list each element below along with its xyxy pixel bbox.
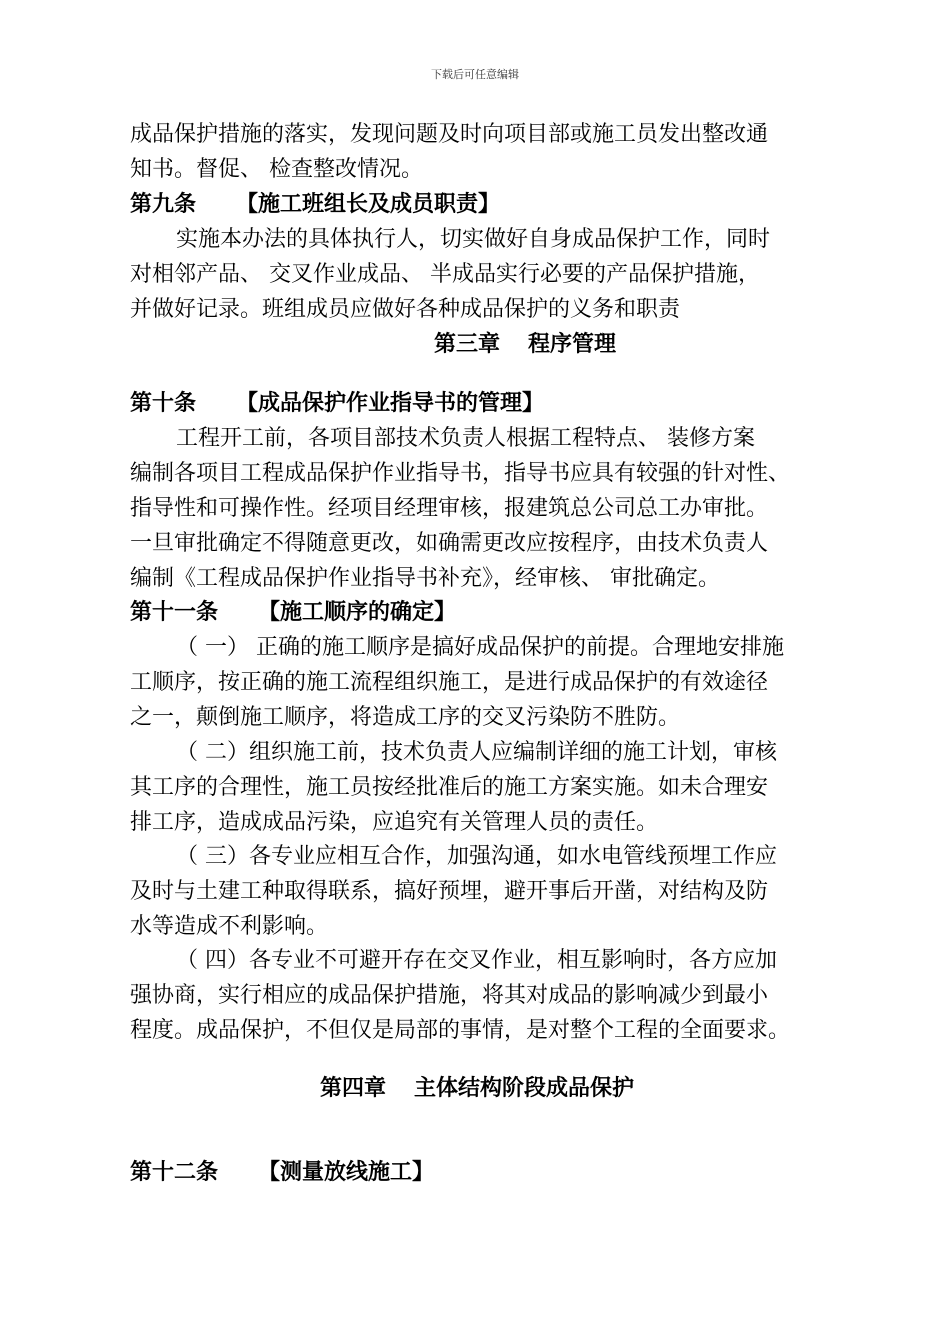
paragraph-line: 对相邻产品、 交叉作业成品、 半成品实行必要的产品保护措施， (130, 262, 760, 287)
article-12-heading (130, 1160, 434, 1186)
paragraph-line: 之一，颠倒施工顺序，将造成工序的交叉污染防不胜防。 (130, 705, 681, 730)
article-10-heading (130, 391, 544, 417)
article-title: 【成品保护作业指导书的管理】 (236, 391, 545, 416)
chapter-title: 程序管理 (528, 332, 617, 357)
paragraph-line: （ 三）各专业应相互合作，加强沟通，如水电管线预埋工作应 (176, 844, 777, 869)
paragraph-line: 编制各项目工程成品保护作业指导书，指导书应具有较强的针对性、 (130, 461, 791, 486)
chapter-title: 主体结构阶段成品保护 (414, 1076, 635, 1101)
paragraph-line: 排工序，造成成品污染，应追究有关管理人员的责任。 (130, 810, 659, 835)
article-number: 第十一条 (130, 600, 219, 625)
paragraph-line: 成品保护措施的落实，发现问题及时向项目部或施工员发出整改通 (130, 122, 769, 147)
paragraph-line: 工顺序，按正确的施工流程组织施工，是进行成品保护的有效途径 (130, 670, 769, 695)
paragraph-line: （ 四）各专业不可避开存在交叉作业，相互影响时，各方应加 (176, 948, 777, 973)
paragraph-line: 水等造成不利影响。 (130, 914, 329, 939)
paragraph-line: 编制《工程成品保护作业指导书补充》，经审核、 审批确定。 (130, 566, 720, 591)
paragraph-line: 其工序的合理性，施工员按经批准后的施工方案实施。如未合理安 (130, 775, 769, 800)
chapter-number: 第四章 (320, 1076, 387, 1101)
article-11-heading (130, 600, 456, 626)
paragraph-line: （ 二）组织施工前，技术负责人应编制详细的施工计划，审核 (176, 740, 777, 765)
paragraph-line: 指导性和可操作性。经项目经理审核，报建筑总公司总工办审批。 (130, 496, 769, 521)
article-number: 第九条 (130, 192, 197, 217)
paragraph-line: 程度。成品保护，不但仅是局部的事情，是对整个工程的全面要求。 (130, 1018, 791, 1043)
paragraph-line: 实施本办法的具体执行人，切实做好自身成品保护工作，同时 (176, 227, 771, 252)
article-number: 第十二条 (130, 1160, 219, 1185)
article-title: 【施工班组长及成员职责】 (236, 192, 501, 217)
header-note: 下载后可任意编辑 (431, 68, 519, 81)
paragraph-line: 及时与土建工种取得联系，搞好预埋，避开事后开凿，对结构及防 (130, 879, 769, 904)
paragraph-line: 强协商，实行相应的成品保护措施，将其对成品的影响减少到最小 (130, 983, 769, 1008)
article-number: 第十条 (130, 391, 197, 416)
paragraph-line: 工程开工前，各项目部技术负责人根据工程特点、 装修方案 (176, 426, 755, 451)
article-title: 【测量放线施工】 (258, 1160, 435, 1185)
paragraph-line: 并做好记录。班组成员应做好各种成品保护的义务和职责 (130, 297, 681, 322)
chapter-number: 第三章 (434, 332, 501, 357)
paragraph-line: 知书。督促、 检查整改情况。 (130, 157, 423, 182)
chapter-3-heading (434, 332, 616, 358)
paragraph-line: （ 一） 正确的施工顺序是搞好成品保护的前提。合理地安排施 (176, 635, 784, 660)
article-9-heading (130, 192, 500, 218)
paragraph-line: 一旦审批确定不得随意更改，如确需更改应按程序，由技术负责人 (130, 531, 769, 556)
chapter-4-heading (320, 1076, 634, 1102)
article-title: 【施工顺序的确定】 (258, 600, 457, 625)
